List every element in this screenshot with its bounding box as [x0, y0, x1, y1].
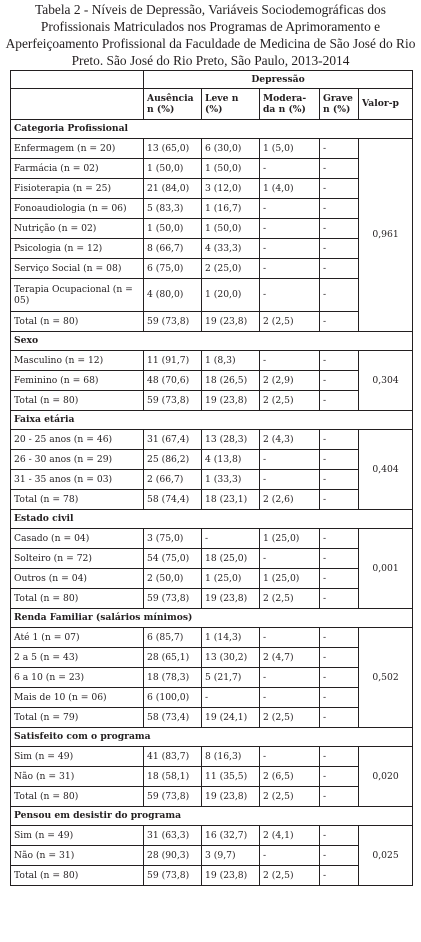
row-label: Serviço Social (n = 08) — [11, 259, 144, 279]
table-cell: - — [320, 866, 359, 886]
row-label: Outros (n = 04) — [11, 569, 144, 589]
section-title: Categoria Profissional — [11, 120, 413, 139]
table-cell: - — [320, 371, 359, 391]
table-cell: 2 (2,6) — [260, 490, 320, 510]
section-title: Pensou em desistir do programa — [11, 807, 413, 826]
table-cell: - — [260, 688, 320, 708]
table-row — [11, 371, 413, 391]
row-label: Até 1 (n = 07) — [11, 628, 144, 648]
table-cell: 58 (74,4) — [144, 490, 202, 510]
table-cell: - — [320, 239, 359, 259]
table-cell: - — [320, 767, 359, 787]
table-row — [11, 529, 413, 549]
p-value-cell: 0,025 — [359, 826, 413, 886]
table-cell: - — [320, 490, 359, 510]
table-cell: 6 (100,0) — [144, 688, 202, 708]
table-cell: 1 (50,0) — [202, 159, 260, 179]
table-cell: 4 (80,0) — [144, 279, 202, 312]
table-cell: 2 (66,7) — [144, 470, 202, 490]
table-row — [11, 490, 413, 510]
table-cell: - — [320, 279, 359, 312]
table-cell: 41 (83,7) — [144, 747, 202, 767]
table-cell: - — [320, 747, 359, 767]
section-title: Estado civil — [11, 510, 413, 529]
table-cell: - — [320, 312, 359, 332]
table-cell: 59 (73,8) — [144, 589, 202, 609]
table-cell: - — [260, 199, 320, 219]
table-row — [11, 391, 413, 411]
table-cell: 1 (50,0) — [144, 219, 202, 239]
column-header-moderada: Modera-da n (%) — [260, 89, 320, 120]
row-label: 31 - 35 anos (n = 03) — [11, 470, 144, 490]
table-cell: 2 (50,0) — [144, 569, 202, 589]
table-cell: 18 (23,1) — [202, 490, 260, 510]
table-cell: 19 (23,8) — [202, 866, 260, 886]
table-cell: 1 (8,3) — [202, 351, 260, 371]
table-cell: - — [320, 351, 359, 371]
table-cell: 13 (30,2) — [202, 648, 260, 668]
table-row — [11, 767, 413, 787]
column-header-grave: Grave n (%) — [320, 89, 359, 120]
table-cell: 59 (73,8) — [144, 312, 202, 332]
row-label: Não (n = 31) — [11, 846, 144, 866]
table-cell: 59 (73,8) — [144, 866, 202, 886]
header-row-columns — [11, 89, 413, 120]
table-cell: 5 (83,3) — [144, 199, 202, 219]
table-cell: 18 (26,5) — [202, 371, 260, 391]
table-row — [11, 239, 413, 259]
table-cell: - — [260, 747, 320, 767]
table-cell: 6 (75,0) — [144, 259, 202, 279]
table-cell: 11 (91,7) — [144, 351, 202, 371]
table-cell: - — [320, 450, 359, 470]
table-cell: - — [202, 688, 260, 708]
row-label: Sim (n = 49) — [11, 826, 144, 846]
table-cell: 3 (75,0) — [144, 529, 202, 549]
table-cell: 2 (2,5) — [260, 312, 320, 332]
table-cell: 2 (4,1) — [260, 826, 320, 846]
table-row — [11, 219, 413, 239]
table-cell: 1 (25,0) — [202, 569, 260, 589]
table-cell: 11 (35,5) — [202, 767, 260, 787]
table-cell: - — [320, 668, 359, 688]
section-header-row — [11, 120, 413, 139]
table-cell: 4 (33,3) — [202, 239, 260, 259]
table-cell: - — [260, 219, 320, 239]
table-cell: 8 (66,7) — [144, 239, 202, 259]
table-cell: - — [320, 846, 359, 866]
table-cell: 58 (73,4) — [144, 708, 202, 728]
table-cell: - — [260, 351, 320, 371]
row-label: Sim (n = 49) — [11, 747, 144, 767]
row-label: 2 a 5 (n = 43) — [11, 648, 144, 668]
section-header-row — [11, 411, 413, 430]
section-header-row — [11, 332, 413, 351]
section-title: Renda Familiar (salários mínimos) — [11, 609, 413, 628]
table-cell: 13 (65,0) — [144, 139, 202, 159]
header-empty-cell — [11, 71, 144, 89]
table-cell: 1 (14,3) — [202, 628, 260, 648]
table-row — [11, 279, 413, 312]
row-label: Total (n = 80) — [11, 787, 144, 807]
table-cell: - — [320, 787, 359, 807]
table-cell: 6 (30,0) — [202, 139, 260, 159]
table-caption: Tabela 2 - Níveis de Depressão, Variáveis Sociodemográficas dos Profissionais Matriculados nos Programas de Aprimoramento e Aperfeiçoamento Profissional da Faculdade de Medicina de São José do Rio Preto. São José do Rio Preto, São Paulo, 2013-2014 — [5, 2, 416, 68]
table-cell: 6 (85,7) — [144, 628, 202, 648]
table-row — [11, 569, 413, 589]
table-cell: 28 (90,3) — [144, 846, 202, 866]
table-cell: 16 (32,7) — [202, 826, 260, 846]
table-cell: 1 (50,0) — [202, 219, 260, 239]
table-row — [11, 846, 413, 866]
table-cell: 1 (4,0) — [260, 179, 320, 199]
table-cell: 8 (16,3) — [202, 747, 260, 767]
table-row — [11, 430, 413, 450]
row-label: Total (n = 78) — [11, 490, 144, 510]
table-cell: 2 (4,7) — [260, 648, 320, 668]
table-cell: 2 (25,0) — [202, 259, 260, 279]
table-body — [11, 71, 413, 886]
table-cell: 21 (84,0) — [144, 179, 202, 199]
table-cell: 18 (78,3) — [144, 668, 202, 688]
table-cell: - — [260, 159, 320, 179]
table-cell: 19 (23,8) — [202, 312, 260, 332]
table-cell: - — [260, 668, 320, 688]
table-cell: 28 (65,1) — [144, 648, 202, 668]
row-label: 20 - 25 anos (n = 46) — [11, 430, 144, 450]
table-cell: 59 (73,8) — [144, 787, 202, 807]
table-cell: - — [320, 430, 359, 450]
table-cell: - — [320, 826, 359, 846]
table-cell: 19 (23,8) — [202, 391, 260, 411]
table-cell: - — [320, 179, 359, 199]
table-cell: - — [320, 199, 359, 219]
row-label: Feminino (n = 68) — [11, 371, 144, 391]
table-cell: 1 (33,3) — [202, 470, 260, 490]
table-row — [11, 747, 413, 767]
header-empty-cell — [11, 89, 144, 120]
table-cell: 31 (67,4) — [144, 430, 202, 450]
table-cell: - — [320, 529, 359, 549]
section-title: Sexo — [11, 332, 413, 351]
p-value-cell: 0,404 — [359, 430, 413, 510]
table-cell: - — [320, 648, 359, 668]
row-label: Mais de 10 (n = 06) — [11, 688, 144, 708]
table-cell: - — [320, 688, 359, 708]
header-row-group — [11, 71, 413, 89]
row-label: Fonoaudiologia (n = 06) — [11, 199, 144, 219]
table-cell: 18 (25,0) — [202, 549, 260, 569]
table-row — [11, 787, 413, 807]
table-row — [11, 351, 413, 371]
table-row — [11, 312, 413, 332]
table-cell: - — [260, 239, 320, 259]
row-label: Total (n = 79) — [11, 708, 144, 728]
row-label: Farmácia (n = 02) — [11, 159, 144, 179]
table-row — [11, 589, 413, 609]
table-cell: - — [320, 159, 359, 179]
table-cell: 31 (63,3) — [144, 826, 202, 846]
table-cell: - — [320, 139, 359, 159]
table-cell: 19 (23,8) — [202, 787, 260, 807]
table-cell: - — [320, 391, 359, 411]
table-row — [11, 139, 413, 159]
table-row — [11, 179, 413, 199]
row-label: Casado (n = 04) — [11, 529, 144, 549]
p-value-cell: 0,020 — [359, 747, 413, 807]
row-label: Não (n = 31) — [11, 767, 144, 787]
table-cell: 4 (13,8) — [202, 450, 260, 470]
table-row — [11, 866, 413, 886]
row-label: Total (n = 80) — [11, 312, 144, 332]
table-cell: 1 (16,7) — [202, 199, 260, 219]
table-cell: - — [202, 529, 260, 549]
table-cell: 1 (50,0) — [144, 159, 202, 179]
table-row — [11, 688, 413, 708]
table-row — [11, 259, 413, 279]
table-cell: - — [260, 450, 320, 470]
section-header-row — [11, 609, 413, 628]
table-cell: - — [260, 279, 320, 312]
row-label: Total (n = 80) — [11, 866, 144, 886]
p-value-cell: 0,304 — [359, 351, 413, 411]
table-cell: 54 (75,0) — [144, 549, 202, 569]
table-cell: - — [260, 549, 320, 569]
table-cell: 1 (20,0) — [202, 279, 260, 312]
table-row — [11, 159, 413, 179]
table-cell: 48 (70,6) — [144, 371, 202, 391]
table-cell: 25 (86,2) — [144, 450, 202, 470]
table-cell: - — [320, 219, 359, 239]
row-label: Fisioterapia (n = 25) — [11, 179, 144, 199]
table-cell: - — [260, 628, 320, 648]
table-cell: 3 (12,0) — [202, 179, 260, 199]
section-header-row — [11, 728, 413, 747]
section-title: Faixa etária — [11, 411, 413, 430]
row-label: Total (n = 80) — [11, 589, 144, 609]
table-cell: 1 (25,0) — [260, 569, 320, 589]
column-header-ausencia: Ausência n (%) — [144, 89, 202, 120]
table-row — [11, 549, 413, 569]
p-value-cell: 0,961 — [359, 139, 413, 332]
table-cell: 19 (23,8) — [202, 589, 260, 609]
table-cell: - — [320, 549, 359, 569]
table-cell: - — [320, 708, 359, 728]
table-cell: 2 (2,9) — [260, 371, 320, 391]
column-header-valor-p: Valor-p — [359, 89, 413, 120]
row-label: Terapia Ocupacional (n = 05) — [11, 279, 144, 312]
table-cell: 2 (4,3) — [260, 430, 320, 450]
row-label: Masculino (n = 12) — [11, 351, 144, 371]
p-value-cell: 0,001 — [359, 529, 413, 609]
table-cell: 2 (2,5) — [260, 866, 320, 886]
row-label: Nutrição (n = 02) — [11, 219, 144, 239]
row-label: Solteiro (n = 72) — [11, 549, 144, 569]
table-cell: - — [320, 589, 359, 609]
table-row — [11, 826, 413, 846]
section-header-row — [11, 510, 413, 529]
table-cell: 2 (2,5) — [260, 391, 320, 411]
table-cell: - — [320, 259, 359, 279]
section-title: Satisfeito com o programa — [11, 728, 413, 747]
table-cell: - — [260, 470, 320, 490]
table-cell: 2 (2,5) — [260, 787, 320, 807]
p-value-cell: 0,502 — [359, 628, 413, 728]
table-cell: 1 (25,0) — [260, 529, 320, 549]
column-header-leve: Leve n (%) — [202, 89, 260, 120]
row-label: Total (n = 80) — [11, 391, 144, 411]
depression-table — [10, 70, 413, 886]
table-cell: 19 (24,1) — [202, 708, 260, 728]
table-cell: - — [320, 470, 359, 490]
table-row — [11, 648, 413, 668]
table-row — [11, 668, 413, 688]
table-cell: - — [320, 569, 359, 589]
table-row — [11, 708, 413, 728]
table-row — [11, 199, 413, 219]
table-cell: 5 (21,7) — [202, 668, 260, 688]
row-label: 26 - 30 anos (n = 29) — [11, 450, 144, 470]
table-cell: 1 (5,0) — [260, 139, 320, 159]
row-label: 6 a 10 (n = 23) — [11, 668, 144, 688]
table-cell: 3 (9,7) — [202, 846, 260, 866]
table-cell: 2 (2,5) — [260, 708, 320, 728]
row-label: Enfermagem (n = 20) — [11, 139, 144, 159]
row-label: Psicologia (n = 12) — [11, 239, 144, 259]
table-cell: 2 (6,5) — [260, 767, 320, 787]
table-row — [11, 628, 413, 648]
table-cell: 2 (2,5) — [260, 589, 320, 609]
table-cell: - — [320, 628, 359, 648]
table-cell: - — [260, 846, 320, 866]
section-header-row — [11, 807, 413, 826]
table-cell: 59 (73,8) — [144, 391, 202, 411]
table-cell: 18 (58,1) — [144, 767, 202, 787]
header-group-label: Depressão — [144, 71, 413, 89]
table-cell: - — [260, 259, 320, 279]
table-row — [11, 470, 413, 490]
table-row — [11, 450, 413, 470]
table-cell: 13 (28,3) — [202, 430, 260, 450]
